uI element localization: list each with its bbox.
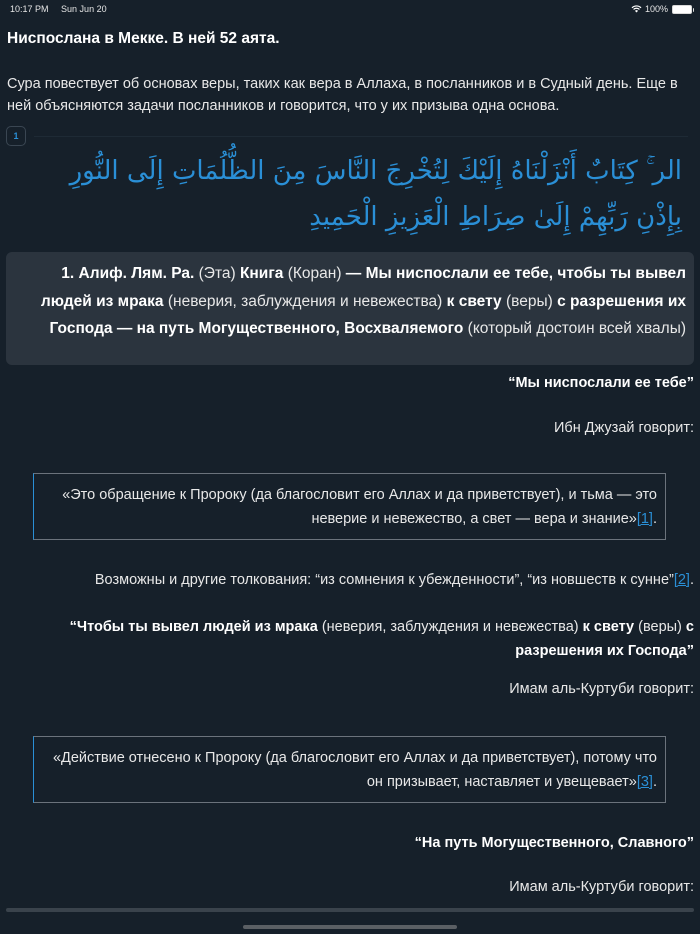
battery-percent: 100% [644,4,668,14]
status-time: 10:17 PM [10,4,49,14]
surah-title: Ниспослана в Мекке. В ней 52 аята. [7,30,280,47]
status-left [10,4,117,14]
tafsir-heading-3 [6,835,694,851]
footnote-link-3[interactable]: [3] [636,774,653,790]
quote-end: . [652,774,657,790]
tafsir-speaker-1: Ибн Джузай говорит: [553,420,694,436]
tafsir-text: Возможны и другие толкования: “из сомнения к убежденности”, “из новшеств к сунне” [94,572,674,588]
translation-text: (веры) [501,292,558,310]
status-date: Sun Jun 20 [61,4,107,14]
translation-bold: с разрешения их Господа — на путь Могущественного, Восхваляемого [49,292,686,337]
translation-bold: 1. Алиф. Лям. Ра. [61,265,195,282]
status-bar [0,0,700,18]
tafsir-heading-bold: к свету [582,619,635,635]
footnote-link-2[interactable]: [2] [673,572,690,588]
verse-divider [34,136,688,137]
translation-text: (Эта) [194,265,240,282]
verse-header [6,126,688,146]
translation-text: (Коран) [283,265,346,282]
wifi-icon [631,5,642,13]
tafsir-heading-text: “Мы ниспослали ее тебе” [508,375,694,391]
battery-full-icon [672,5,692,14]
translation-bold: — Мы ниспослали ее тебе, чтобы ты вывел людей из мрака [40,265,686,310]
tafsir-text-end: . [689,572,694,588]
tafsir-heading-bold: “Чтобы ты вывел людей из мрака [69,619,318,635]
tafsir-quote-1 [33,473,666,540]
verse-number-badge[interactable]: 1 [6,126,26,146]
quote-end: . [652,511,657,527]
home-indicator[interactable] [243,925,457,929]
quote-text: «Действие отнесено к Пророку (да благословит его Аллах и да приветствует), потому что он призывает, наставляет и увещевает» [52,750,657,790]
verse-translation-card[interactable] [6,252,694,365]
footnote-link-1[interactable]: [1] [636,511,653,527]
tafsir-heading-text: (веры) [634,619,686,635]
tafsir-quote-2 [33,736,666,803]
translation-bold: к свету [446,292,502,310]
verse-arabic-text: الر ۚ كِتَابٌ أَنْزَلْنَاهُ إِلَيْكَ لِتُخْرِجَ النَّاسَ مِنَ الظُّلُمَاتِ إِلَى النُّورِ بِإِذْنِ رَبِّهِمْ إِلَىٰ صِرَاطِ الْعَزِيزِ الْحَمِيدِ [69,156,682,232]
tafsir-heading-text: “На путь Могущественного, Славного” [414,835,694,851]
translation-text: (неверия, заблуждения и невежества) [163,292,447,310]
quote-text: «Это обращение к Пророку (да благословит его Аллах и да приветствует), и тьма — это неверие и невежество, а свет — вера и знание» [62,487,657,527]
tafsir-heading-bold: с разрешения их Господа” [515,619,694,659]
tafsir-other-interpretations [6,572,694,588]
translation-bold: Книга [239,265,284,282]
status-right [631,4,692,14]
tafsir-heading-text: (неверия, заблуждения и невежества) [317,619,583,635]
translation-text: (который достоин всей хвалы) [463,320,686,337]
tafsir-heading-1 [6,375,694,391]
tafsir-heading-2 [6,615,694,663]
surah-description: Сура повествует об основах веры, таких как вера в Аллаха, в посланников и в Судный день. Еще в ней объясняются задачи посланников и говорится, что у их призыва одна основа. [7,76,678,114]
tafsir-speaker-2: Имам аль-Куртуби говорит: [509,681,694,697]
horizontal-scrollbar[interactable] [6,908,694,912]
tafsir-speaker-3: Имам аль-Куртуби говорит: [509,879,694,895]
